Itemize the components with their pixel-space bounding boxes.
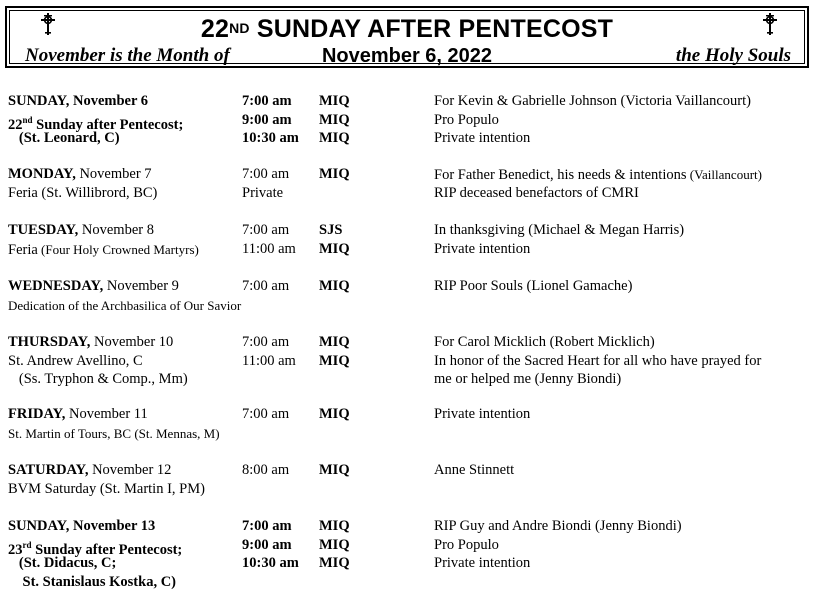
ordinal-number: 23	[8, 541, 23, 558]
feast-text	[8, 277, 179, 296]
mass-intention	[434, 111, 499, 130]
intention-text: In thanksgiving (Michael & Megan Harris)	[434, 222, 685, 238]
intention-text: Pro Populo	[434, 536, 499, 553]
mass-time: 7:00 am	[242, 93, 292, 109]
feast-text	[8, 221, 154, 240]
mass-intention	[434, 277, 632, 296]
intention-text: me or helped me (Jenny Biondi)	[434, 371, 622, 388]
mass-time: 7:00 am	[242, 222, 290, 238]
intention-text: Private intention	[434, 555, 531, 572]
mass-intention	[434, 554, 530, 573]
date-label: November 8	[78, 222, 154, 238]
feast-text	[8, 573, 176, 592]
day-label: St. Stanislaus Kostka, C)	[8, 573, 176, 590]
mass-time: 8:00 am	[242, 462, 290, 478]
mass-intention	[434, 461, 514, 480]
day-label: TUESDAY,	[8, 222, 79, 238]
intention-text: Private intention	[434, 130, 531, 147]
feast-text	[8, 517, 155, 536]
mass-intention	[434, 240, 530, 259]
feast-text	[8, 480, 205, 499]
mass-time: 7:00 am	[242, 406, 290, 422]
intention-text: For Carol Micklich (Robert Micklich)	[434, 334, 655, 350]
mass-intention	[434, 221, 684, 240]
mass-time: 7:00 am	[242, 166, 290, 182]
feast-text	[8, 461, 171, 480]
day-label: (St. Didacus, C;	[8, 555, 117, 572]
day-label: MONDAY,	[8, 166, 76, 182]
mass-intention	[434, 165, 762, 185]
feast-text	[8, 240, 199, 260]
feast-text	[8, 296, 241, 316]
celebrant-code: MIQ	[319, 334, 350, 350]
mass-intention	[434, 405, 530, 424]
intention-text: Pro Populo	[434, 111, 499, 128]
celebrant-code: MIQ	[319, 278, 350, 294]
day-label: FRIDAY,	[8, 406, 66, 422]
celebrant-code: SJS	[319, 222, 343, 238]
day-label: WEDNESDAY,	[8, 278, 104, 294]
celebrant-code: MIQ	[319, 111, 350, 128]
intention-text: RIP deceased benefactors of CMRI	[434, 184, 639, 201]
mass-time: 7:00 am	[242, 518, 292, 534]
feast-text	[8, 92, 148, 111]
date-label: Feria (St. Willibrord, BC)	[8, 184, 158, 201]
date-label: November 9	[103, 278, 179, 294]
mass-time: 11:00 am	[242, 240, 296, 257]
feast-text	[8, 129, 120, 148]
celebrant-code: MIQ	[319, 240, 350, 257]
intention-text: In honor of the Sacred Heart for all who have prayed for	[434, 352, 762, 369]
intention-text: Private intention	[434, 406, 531, 422]
ordinal-suffix: nd	[22, 114, 33, 125]
feast-text	[8, 424, 220, 444]
date-label: November 11	[65, 406, 148, 422]
intention-text: RIP Poor Souls (Lionel Gamache)	[434, 278, 633, 294]
month-dedication-left: November is the Month of	[25, 45, 230, 66]
mass-intention	[434, 517, 682, 536]
celebrant-code: MIQ	[319, 166, 350, 182]
day-label: SUNDAY, November 13	[8, 518, 156, 534]
celebrant-code: MIQ	[319, 518, 350, 534]
intention-text: Private intention	[434, 240, 531, 257]
feast-small: (Four Holy Crowned Martyrs)	[37, 241, 199, 257]
feast-text	[8, 165, 152, 184]
bulletin-date: November 6, 2022	[321, 45, 493, 67]
day-label: THURSDAY,	[8, 334, 91, 350]
mass-intention	[434, 129, 530, 148]
day-label: Sunday after Pentecost;	[31, 541, 183, 558]
date-label: November 10	[90, 334, 174, 350]
page-title: 22ND SUNDAY AFTER PENTECOST	[200, 15, 614, 43]
feast-text	[8, 370, 188, 389]
celebrant-code: MIQ	[319, 555, 350, 572]
intention-requester: (Vaillancourt)	[686, 167, 762, 182]
mass-time: 9:00 am	[242, 111, 292, 128]
mass-time: 9:00 am	[242, 536, 292, 553]
mass-intention	[434, 333, 655, 352]
feast-small: Dedication of the Archbasilica of Our Savior	[8, 297, 242, 313]
feast-small: St. Martin of Tours, BC (St. Mennas, M)	[8, 425, 220, 441]
date-label: BVM Saturday (St. Martin I, PM)	[8, 480, 205, 497]
mass-time: Private	[242, 184, 284, 201]
date-label: (Ss. Tryphon & Comp., Mm)	[8, 371, 188, 388]
celebrant-code: MIQ	[319, 406, 350, 422]
date-label: November 12	[88, 462, 172, 478]
feast-text	[8, 352, 143, 371]
mass-time: 10:30 am	[242, 555, 299, 572]
feast-text	[8, 405, 148, 424]
month-dedication-right: the Holy Souls	[675, 45, 791, 66]
intention-text: Anne Stinnett	[434, 462, 515, 478]
mass-time: 11:00 am	[242, 352, 296, 369]
bulletin-header	[5, 6, 809, 68]
celebrant-code: MIQ	[319, 536, 350, 553]
mass-intention	[434, 536, 499, 555]
mass-time: 7:00 am	[242, 278, 290, 294]
day-label: SATURDAY,	[8, 462, 89, 478]
date-label: St. Andrew Avellino, C	[8, 352, 143, 369]
date-label: Feria	[8, 241, 38, 258]
ordinal-suffix: rd	[22, 539, 32, 550]
feast-text	[8, 184, 157, 203]
intention-text: For Kevin & Gabrielle Johnson (Victoria Vaillancourt)	[434, 93, 751, 109]
intention-text: RIP Guy and Andre Biondi (Jenny Biondi)	[434, 518, 682, 534]
day-label: Sunday after Pentecost;	[32, 116, 184, 133]
mass-time: 7:00 am	[242, 334, 290, 350]
mass-time: 10:30 am	[242, 130, 299, 147]
mass-intention	[434, 92, 751, 111]
mass-intention	[434, 184, 639, 203]
ordinal-number: 22	[8, 116, 23, 133]
celebrant-code: MIQ	[319, 352, 350, 369]
intention-text: For Father Benedict, his needs & intentions	[434, 167, 687, 183]
mass-intention	[434, 352, 761, 371]
celebrant-code: MIQ	[319, 462, 350, 478]
feast-text	[8, 333, 173, 352]
day-label: SUNDAY, November 6	[8, 93, 149, 109]
mass-intention	[434, 370, 621, 389]
celebrant-code: MIQ	[319, 93, 350, 109]
day-label: (St. Leonard, C)	[8, 130, 120, 147]
date-label: November 7	[75, 166, 152, 182]
celebrant-code: MIQ	[319, 130, 350, 147]
feast-text	[8, 554, 116, 573]
